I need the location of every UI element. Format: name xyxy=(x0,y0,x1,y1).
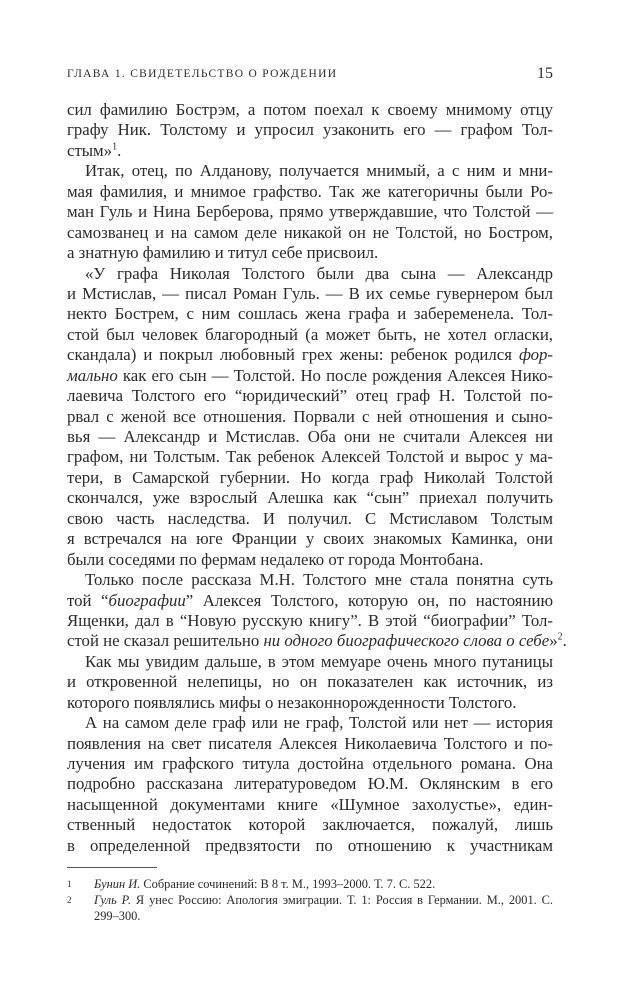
text-line xyxy=(67,488,553,508)
footnote-author: Бунин И. xyxy=(94,877,141,891)
text-segment: которого появлялись мифы о незаконнорожденности Толстого. xyxy=(67,692,517,712)
text-segment: стым» xyxy=(67,140,113,160)
text-segment: и откровенной нелепицы, но он показателен как источник, из xyxy=(67,672,553,692)
text-segment: некто Бострем, с ним сошлась жена графа и забеременела. Тол- xyxy=(67,304,553,324)
text-line xyxy=(67,672,553,692)
text-line xyxy=(67,631,567,651)
text-segment: появления на свет писателя Алексея Николаевича Толстого и по- xyxy=(67,733,553,753)
text-line xyxy=(67,713,553,733)
footnote-divider xyxy=(67,867,157,868)
italic-text: фор- xyxy=(518,345,553,365)
text-segment: лаевича Толстого его “юридический” отец граф Н. Толстой по- xyxy=(67,386,553,406)
text-segment: . xyxy=(562,631,567,651)
text-line xyxy=(67,325,553,345)
footnote-number: 2 xyxy=(67,895,72,905)
text-line xyxy=(67,570,553,590)
italic-text: биографии xyxy=(108,590,186,610)
text-line xyxy=(67,407,553,427)
text-line xyxy=(67,611,553,631)
text-segment: самозванец и на самом деле никакой он не Толстой, но Бостром, xyxy=(67,222,553,242)
text-segment: графом, ни Толстым. Так ребенок Алексей Толстой и вырос у ма- xyxy=(67,447,553,467)
text-segment: тери, в Самарской губернии. Но когда граф Николай Толстой xyxy=(67,467,553,487)
text-segment: в определенной предвзятости по отношению к участникам xyxy=(67,835,553,855)
text-line xyxy=(67,468,553,488)
text-line xyxy=(67,243,553,263)
text-segment: . xyxy=(117,140,122,160)
text-line xyxy=(67,345,553,365)
text-segment: скандала) и покрыл любовный грех жены: ребенок родился xyxy=(67,345,519,365)
text-segment: сил фамилию Бострэм, а потом поехал к своему мнимому отцу xyxy=(67,100,553,119)
text-segment: и Мстислав, — писал Роман Гуль. — В их семье гувернером был xyxy=(67,283,553,303)
text-line xyxy=(67,100,553,120)
text-segment: мая фамилия, и мнимое графство. Так же категоричны были Ро- xyxy=(67,181,553,201)
text-segment: вья — Александр и Мстислав. Оба они не считали Алексея ни xyxy=(67,427,553,446)
footnote-author: Гуль Р. xyxy=(94,893,132,907)
paragraph xyxy=(67,264,553,571)
text-segment: «У графа Николая Толстого были два сына — Александр xyxy=(85,263,553,283)
italic-text: мально xyxy=(67,365,118,385)
paragraph xyxy=(67,100,553,161)
text-segment: насыщенной документами книге «Шумное захолустье», един- xyxy=(67,794,553,814)
text-line xyxy=(67,427,553,447)
text-segment: я встречался на юге Франции у своих знакомых Каминка, они xyxy=(67,529,553,549)
text-segment: А на самом деле граф или не граф, Толстой или нет — история xyxy=(85,713,553,733)
page-number: 15 xyxy=(537,65,553,82)
text-segment: рвал с женой все отношения. Порвали с ней отношения и сыно- xyxy=(67,406,553,426)
text-line xyxy=(67,754,553,774)
text-line xyxy=(67,366,553,386)
text-line xyxy=(67,161,553,181)
text-line xyxy=(67,386,553,406)
footnote-2 xyxy=(67,893,553,924)
text-line xyxy=(67,529,553,549)
text-line xyxy=(67,693,553,713)
text-segment: ственный недостаток которой заключается, пожалуй, лишь xyxy=(67,815,553,835)
text-segment: лучения им графского титула достойна отдельного романа. Она xyxy=(67,754,553,773)
text-line xyxy=(67,550,553,570)
text-segment: той “ xyxy=(67,590,109,610)
text-line xyxy=(67,734,553,754)
text-line xyxy=(67,815,553,835)
footnote-1 xyxy=(67,877,553,893)
text-segment: как его сын — Толстой. Но после рождения Алексея Нико- xyxy=(117,365,553,385)
text-line xyxy=(67,509,553,529)
text-segment: ман Гуль и Нина Берберова, прямо утверждавшие, что Толстой — xyxy=(67,202,553,222)
text-segment: стой был человек благородный (а может быть, не хотел огласки, xyxy=(67,324,553,344)
text-line xyxy=(67,284,553,304)
text-segment: » xyxy=(549,631,558,651)
footnote-ref: 2 xyxy=(557,631,563,643)
running-header xyxy=(67,66,553,86)
text-segment: Ященки, дал в “Новую русскую книгу”. В этой “биографии” Тол- xyxy=(67,610,553,630)
text-line xyxy=(67,202,553,222)
running-title: ГЛАВА 1. СВИДЕТЕЛЬСТВО О РОЖДЕНИИ xyxy=(67,68,338,80)
text-segment: стой не сказал решительно xyxy=(67,631,264,651)
text-line xyxy=(67,304,553,324)
body-text xyxy=(67,100,567,856)
paragraph xyxy=(67,161,553,263)
footnote-text: Я унес Россию: Апология эмиграции. Т. 1: Россия в Германии. М., 2001. С. 299–300. xyxy=(94,893,553,923)
paragraph xyxy=(67,570,567,652)
italic-text: ни одного биографического слова о себе xyxy=(263,631,550,651)
text-segment: Как мы увидим дальше, в этом мемуаре очень много путаницы xyxy=(85,651,553,671)
text-segment: свою часть наследства. И получил. С Мстиславом Толстым xyxy=(67,508,553,528)
text-line xyxy=(67,264,553,284)
footnote-text: Собрание сочинений: В 8 т. М., 1993–2000. Т. 7. С. 522. xyxy=(140,877,436,891)
text-segment: графу Ник. Толстому и упросил узаконить его — графом Тол- xyxy=(67,120,553,140)
text-line xyxy=(67,795,553,815)
text-segment: а знатную фамилию и титул себе присвоил. xyxy=(67,243,379,263)
footnote-ref: 1 xyxy=(112,141,118,153)
text-segment: Итак, отец, по Алданову, получается мнимый, а с ним и мни- xyxy=(85,161,553,181)
text-line xyxy=(67,774,553,794)
paragraph xyxy=(67,652,553,713)
text-line xyxy=(67,120,553,140)
footnote-number: 1 xyxy=(67,879,72,889)
text-line xyxy=(67,141,553,161)
text-line xyxy=(67,591,553,611)
text-line xyxy=(67,182,553,202)
paragraph xyxy=(67,713,553,856)
text-segment: Только после рассказа М.Н. Толстого мне стала понятна суть xyxy=(85,570,553,590)
text-line xyxy=(67,447,553,467)
text-segment: подробно рассказана литературоведом Ю.М. Оклянским в его xyxy=(67,774,553,794)
text-line xyxy=(67,652,553,672)
text-line xyxy=(67,223,553,243)
text-segment: ” Алексея Толстого, которую он, по настоянию xyxy=(185,590,553,610)
text-segment: скончался, уже взрослый Алешка как “сын” приехал получить xyxy=(67,488,553,508)
text-segment: были соседями по фермам недалеко от города Монтобана. xyxy=(67,549,484,569)
text-line xyxy=(67,836,553,856)
